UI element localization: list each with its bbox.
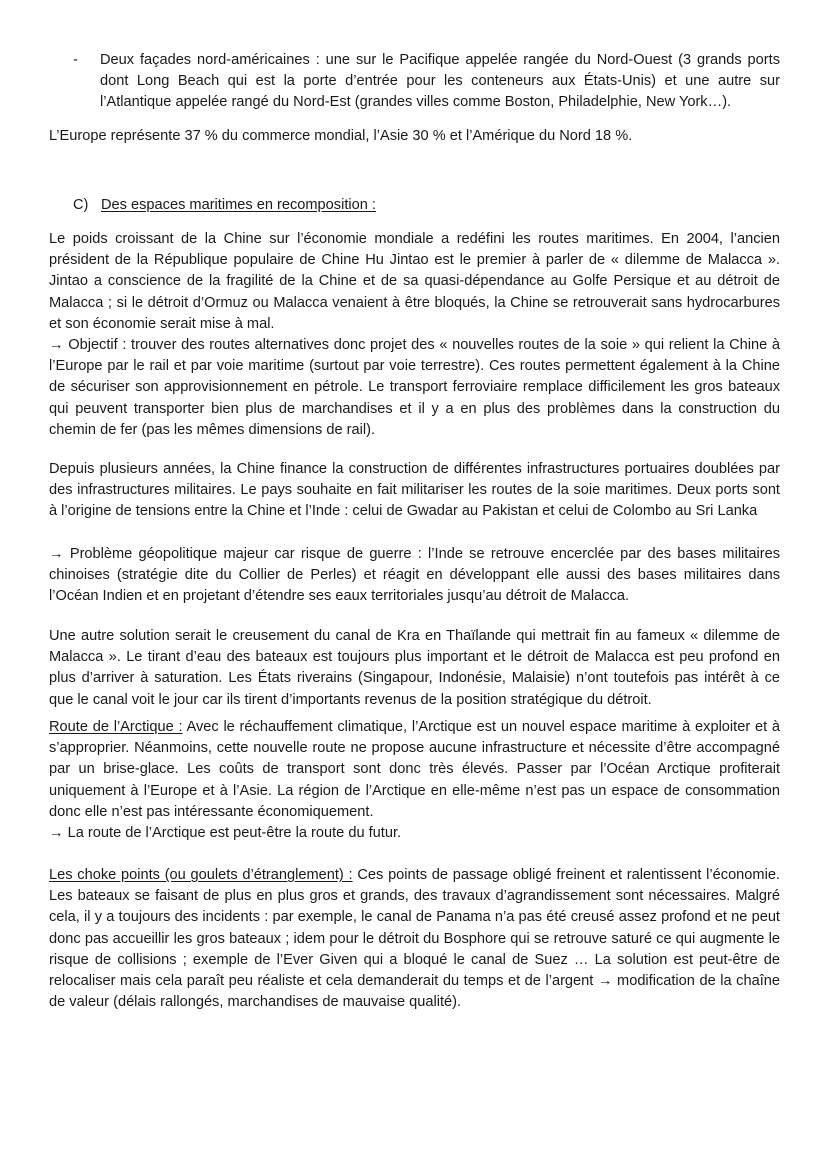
section-title: Des espaces maritimes en recomposition : <box>101 197 376 213</box>
paragraph-kra-canal: Une autre solution serait le creusement du canal de Kra en Thaïlande qui mettrait fin au fameux « dilemme de Malacca ». Le tirant d’eau des bateaux est toujours plus important et le détroit de Malacca est peu profond en plus d’arriver à saturation. Les États riverains (Singapour, Indonésie, Malaisie) n’ont toutefois pas intérêt à ce que le canal voit le jour car ils tirent d’importants revenus de la position stratégique du détroit. <box>49 628 780 708</box>
arctic-route-conclusion: → La route de l’Arctique est peut-être la route du futur. <box>49 825 402 841</box>
choke-points-label: Les choke points (ou goulets d’étranglement) : <box>49 867 353 883</box>
paragraph-choke-points <box>49 865 780 1013</box>
choke-points-text: Ces points de passage obligé freinent et ralentissent l’économie. Les bateaux se faisant de plus en plus gros et grands, des travaux d’agrandissement sont nécessaires. Malgré cela, il y a toujours des incidents : par exemple, le canal de Panama n’a pas été creusé assez profond et ne peut donc pas accueillir les gros bateaux ; idem pour le détroit du Bosphore qui se retrouve saturé ce qui augmente le risque de collisions ; exemple de l’Ever Given qui a bloqué le canal de Suez … La solution est peut-être de relocaliser mais cela paraît peu réaliste et cela demanderait du temps et de l’argent → modification de la chaîne de valeur (délais rallongés, marchandises de mauvaise qualité). <box>49 867 780 1011</box>
paragraph-objective-silk-roads: → Objectif : trouver des routes alternatives donc projet des « nouvelles routes de la soie » qui relient la Chine à l’Europe par le rail et par voie maritime (surtout par voie terrestre). Ces routes permettent également à la Chine de sécuriser son approvisionnement en pétrole. Le transport ferroviaire remplace difficilement les gros bateaux qui peuvent transporter bien plus de marchandises et il y a en plus des problèmes dans la construction du chemin de fer (pas les mêmes dimensions de rail). <box>49 337 780 438</box>
arctic-route-text: Avec le réchauffement climatique, l’Arctique est un nouvel espace maritime à exploiter et à s’approprier. Néanmoins, cette nouvelle route ne propose aucune infrastructure et nécessite d’être accompagné par un brise-glace. Les coûts de transport sont donc très élevés. Passer par l’Océan Arctique profiterait uniquement à l’Europe et à l’Asie. La région de l’Arctique en elle-même n’est pas un espace de consommation donc elle n’est pas intéressante économiquement. <box>49 719 781 820</box>
paragraph-china-malacca: Le poids croissant de la Chine sur l’économie mondiale a redéfini les routes maritimes. En 2004, l’ancien président de la République populaire de Chine Hu Jintao est le premier à parler de « dilemme de Malacca ». Jintao a conscience de la fragilité de la Chine et de sa quasi-dépendance au Golfe Persique et au détroit de Malacca ; si le détroit d’Ormuz ou Malacca venaient à être bloqués, la Chine se retrouverait sans hydrocarbures et son économie serait mise à mal. <box>49 231 780 332</box>
paragraph-arctic-route <box>49 717 780 823</box>
bullet-text: Deux façades nord-américaines : une sur le Pacifique appelée rangée du Nord-Ouest (3 grands ports dont Long Beach qui est la porte d’entrée pour les conteneurs aux États-Unis) et une autre sur l’Atlantique appelée rangé du Nord-Est (grandes villes comme Boston, Philadelphie, New York…). <box>100 52 780 111</box>
paragraph-commerce-share: L’Europe représente 37 % du commerce mondial, l’Asie 30 % et l’Amérique du Nord 18 %. <box>49 128 633 144</box>
section-heading-c <box>73 195 376 216</box>
arctic-route-label: Route de l’Arctique : <box>49 719 183 735</box>
list-bullet-dash: - <box>73 52 78 68</box>
paragraph-geopolitical-problem: → Problème géopolitique majeur car risque de guerre : l’Inde se retrouve encerclée par des bases militaires chinoises (stratégie dite du Collier de Perles) et réagit en développant elle aussi des bases militaires dans l’Océan Indien et en projetant d’étendre ses eaux territoriales jusqu’au détroit de Malacca. <box>49 546 780 605</box>
paragraph-ports-infrastructure: Depuis plusieurs années, la Chine finance la construction de différentes infrastructures portuaires doublées par des infrastructures militaires. Le pays souhaite en fait militariser les routes de la soie maritimes. Deux ports sont à l’origine de tensions entre la Chine et l’Inde : celui de Gwadar au Pakistan et celui de Colombo au Sri Lanka <box>49 461 780 520</box>
section-letter: C) <box>73 197 89 213</box>
